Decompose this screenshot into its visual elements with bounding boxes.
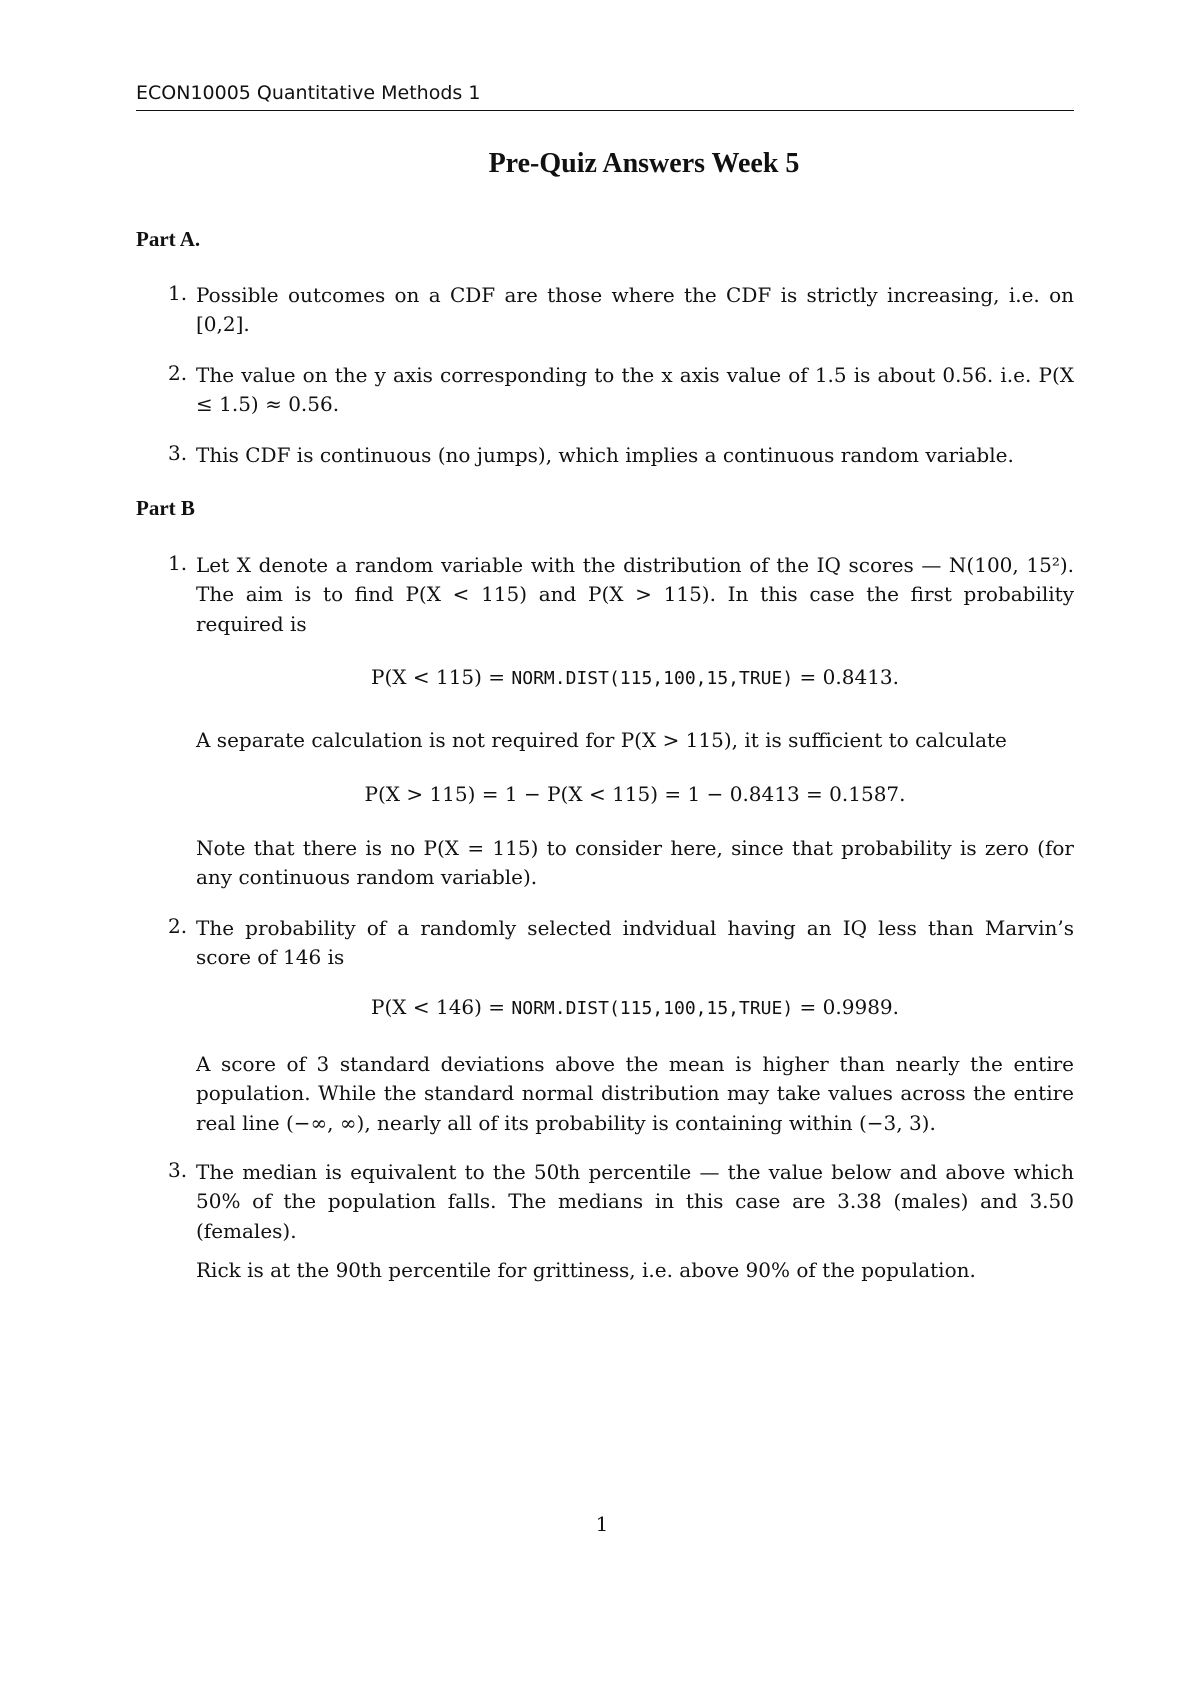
equation xyxy=(196,665,1074,689)
item-text: The probability of a randomly selected indvidual having an IQ less than Marvin’s score of 146 is xyxy=(196,916,1074,970)
item-text: The value on the y axis corresponding to the x axis value of 1.5 is about 0.56. i.e. P(X ≤ 1.5) ≈ 0.56. xyxy=(196,363,1074,417)
list-item xyxy=(168,1158,1074,1246)
list-item xyxy=(168,361,1074,420)
list-item xyxy=(168,914,1074,973)
item-text: Let X denote a random variable with the distribution of the IQ scores — N(100, 15²). The aim is to find P(X < 115) and P(X > 115). In this case the first probability required is xyxy=(196,553,1074,636)
header-rule xyxy=(136,110,1074,111)
eq-rhs: = 0.9989. xyxy=(793,995,899,1019)
item-text: The median is equivalent to the 50th percentile — the value below and above which 50% of the population falls. The medians in this case are 3.38 (males) and 3.50 (females). xyxy=(196,1160,1074,1243)
eq-function: NORM.DIST(115,100,15,TRUE) xyxy=(511,668,794,689)
part-a-heading: Part A. xyxy=(136,227,201,251)
page-title: Pre-Quiz Answers Week 5 xyxy=(488,148,800,179)
eq-rhs: = 0.8413. xyxy=(793,665,899,689)
item-number: 2. xyxy=(168,914,188,938)
item-number: 2. xyxy=(168,361,188,385)
item-text: This CDF is continuous (no jumps), which implies a continuous random variable. xyxy=(196,443,1014,467)
item-number: 1. xyxy=(168,281,188,305)
paragraph: A score of 3 standard deviations above the mean is higher than nearly the entire population. While the standard normal distribution may take values across the entire real line (−∞, ∞), nearly all of its probability is containing within (−3, 3). xyxy=(196,1052,1074,1135)
paragraph: Note that there is no P(X = 115) to consider here, since that probability is zero (for any continuous random variable). xyxy=(196,836,1074,890)
equation: P(X > 115) = 1 − P(X < 115) = 1 − 0.8413 = 0.1587. xyxy=(364,782,906,806)
item-number: 1. xyxy=(168,551,188,575)
eq-lhs: P(X < 146) = xyxy=(371,995,512,1019)
item-number: 3. xyxy=(168,1158,188,1182)
list-item xyxy=(168,281,1074,340)
part-b-heading: Part B xyxy=(136,496,195,520)
page-number: 1 xyxy=(595,1512,609,1536)
eq-function: NORM.DIST(115,100,15,TRUE) xyxy=(511,998,794,1019)
item-text: Possible outcomes on a CDF are those where the CDF is strictly increasing, i.e. on [0,2]. xyxy=(196,283,1074,337)
paragraph: Rick is at the 90th percentile for grittiness, i.e. above 90% of the population. xyxy=(196,1258,976,1282)
item-number: 3. xyxy=(168,441,188,465)
equation xyxy=(196,995,1074,1019)
paragraph: A separate calculation is not required for P(X > 115), it is sufficient to calculate xyxy=(196,728,1007,752)
list-item xyxy=(168,551,1074,639)
running-header: ECON10005 Quantitative Methods 1 xyxy=(136,82,481,104)
eq-lhs: P(X < 115) = xyxy=(371,665,512,689)
list-item xyxy=(168,441,1074,470)
